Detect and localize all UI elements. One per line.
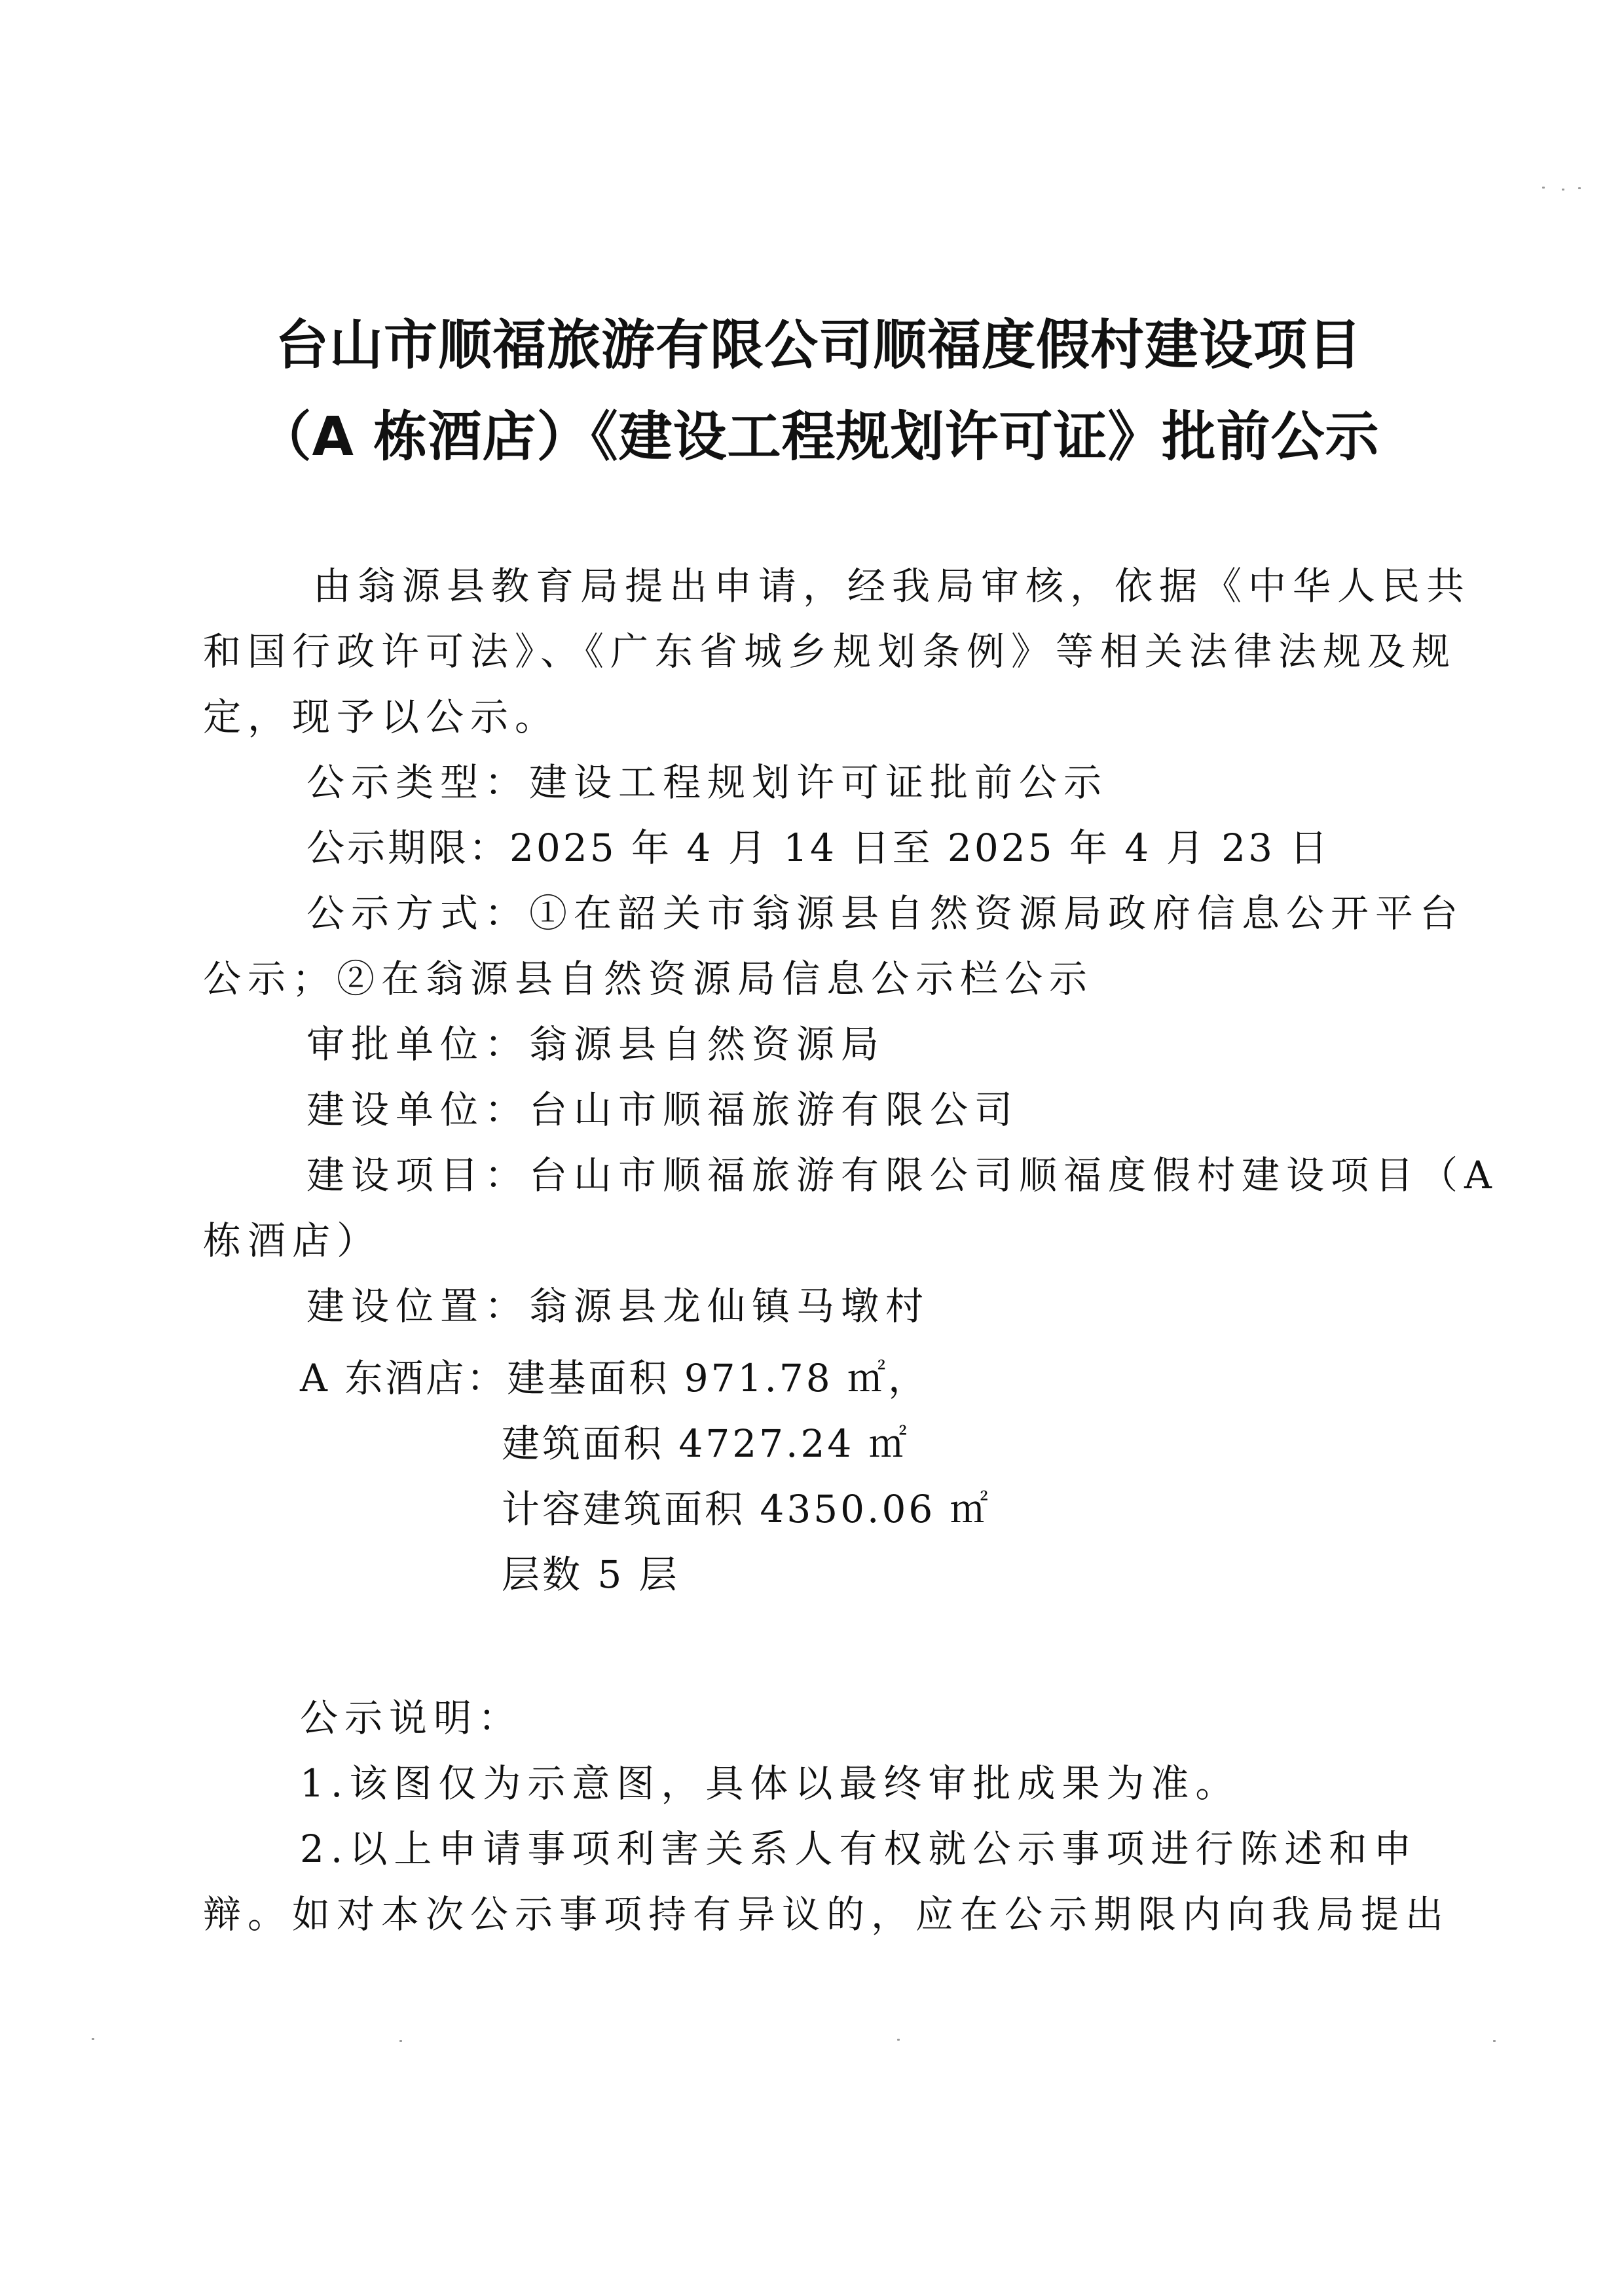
document-title-line-2: （A 栋酒店）《建设工程规划许可证》批前公示 <box>257 406 1380 468</box>
scan-speck <box>1578 187 1581 189</box>
construction-location: 建设位置：翁源县龙仙镇马墩村 <box>306 1284 931 1328</box>
note-2-line-2: 辩。如对本次公示事项持有异议的，应在公示期限内向我局提出 <box>203 1892 1450 1937</box>
approval-unit: 审批单位：翁源县自然资源局 <box>306 1022 886 1066</box>
construction-project-line-2: 栋酒店） <box>203 1218 382 1263</box>
intro-paragraph-line-2: 和国行政许可法》、《广东省城乡规划条例》等相关法律法规及规 <box>203 629 1457 674</box>
hotel-floor-area: 建筑面积 4727.24 ㎡ <box>502 1421 910 1466</box>
hotel-floor-count: 层数 5 层 <box>502 1552 680 1597</box>
note-2-line-1: 2.以上申请事项利害关系人有权就公示事项进行陈述和申 <box>300 1827 1418 1871</box>
note-1: 1.该图仅为示意图，具体以最终审批成果为准。 <box>300 1761 1240 1806</box>
scan-speck <box>399 2040 402 2042</box>
notice-period: 公示期限：2025 年 4 月 14 日至 2025 年 4 月 23 日 <box>306 826 1331 870</box>
construction-unit: 建设单位：台山市顺福旅游有限公司 <box>306 1087 1020 1132</box>
scan-speck <box>92 2038 94 2040</box>
scan-speck <box>897 2039 900 2041</box>
document-title-line-1: 台山市顺福旅游有限公司顺福度假村建设项目 <box>274 314 1362 376</box>
scan-speck <box>1493 2040 1496 2042</box>
hotel-plot-ratio-area: 计容建筑面积 4350.06 ㎡ <box>502 1487 991 1531</box>
scan-speck <box>1562 189 1564 191</box>
notes-heading: 公示说明： <box>300 1696 523 1740</box>
intro-paragraph-line-3: 定，现予以公示。 <box>203 695 560 739</box>
scan-speck <box>1542 187 1545 189</box>
construction-project-line-1: 建设项目：台山市顺福旅游有限公司顺福度假村建设项目（A <box>306 1153 1498 1197</box>
hotel-base-area: A 东酒店：建基面积 971.78 ㎡， <box>300 1356 929 1400</box>
intro-paragraph-line-1: 由翁源县教育局提出申请，经我局审核，依据《中华人民共 <box>313 564 1471 608</box>
notice-method-line-1: 公示方式：①在韶关市翁源县自然资源局政府信息公开平台 <box>306 891 1465 936</box>
notice-type: 公示类型：建设工程规划许可证批前公示 <box>306 760 1109 805</box>
notice-method-line-2: 公示；②在翁源县自然资源局信息公示栏公示 <box>203 957 1094 1001</box>
